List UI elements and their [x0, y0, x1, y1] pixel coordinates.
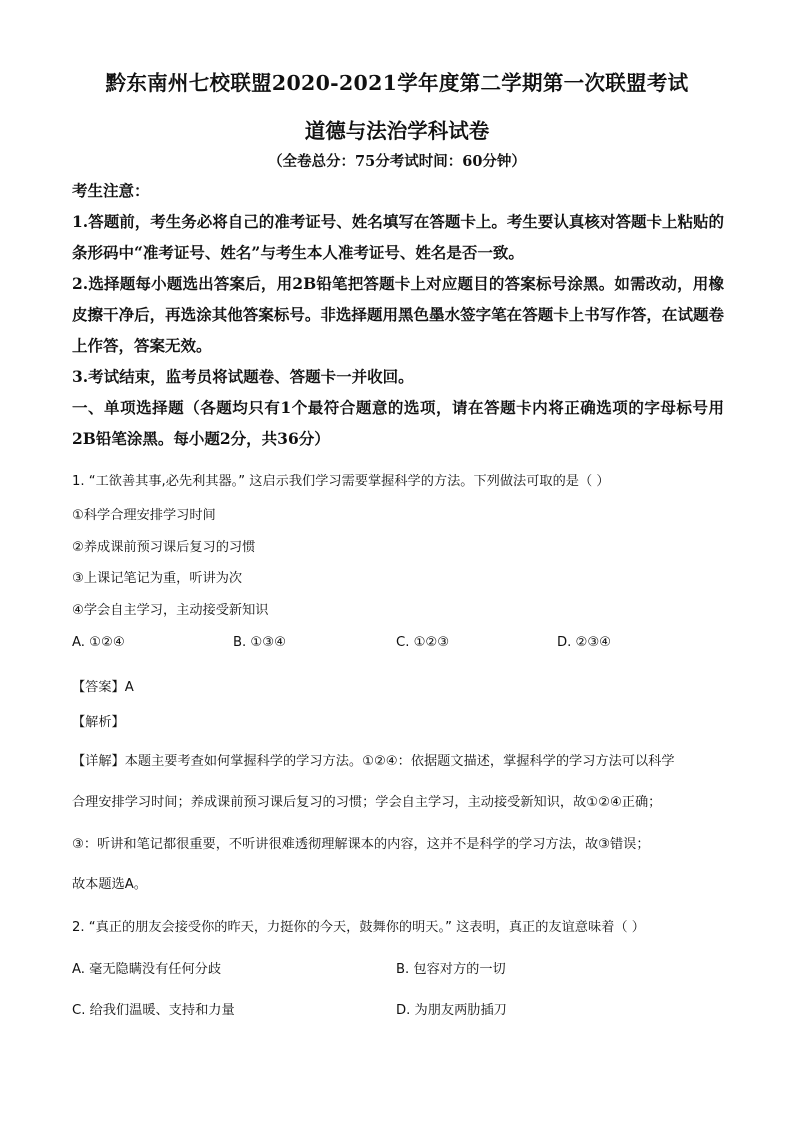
notice-heading: 考生注意：	[72, 181, 150, 200]
question-1-statement-4: ④学会自主学习，主动接受新知识	[72, 603, 269, 618]
question-1-option-b: B. ①③④	[233, 635, 286, 650]
question-2-option-b: B. 包容对方的一切	[396, 962, 506, 977]
question-1-detail-line-4: 故本题选A。	[72, 877, 147, 892]
notice-item-2: 2.选择题每小题选出答案后，用2B铅笔把答题卡上对应题目的答案标号涂黑。如需改动，用橡皮擦干净后，再选涂其他答案标号。非选择题用黑色墨水签字笔在答题卡上书写作答，在试题卷上作答，答案无效。	[72, 274, 724, 355]
notice-item-3: 3.考试结束，监考员将试题卷、答题卡一并收回。	[72, 367, 414, 386]
notice-block	[72, 175, 724, 454]
question-1-detail-line-3: ③：听讲和笔记都很重要，不听讲很难透彻理解课本的内容，这并不是科学的学习方法，故③错误；	[72, 837, 650, 852]
question-1-option-c: C. ①②③	[396, 635, 450, 650]
question-1-statement-2: ②养成课前预习课后复习的习惯	[72, 540, 256, 555]
question-2-option-d: D. 为朋友两肋插刀	[396, 1003, 507, 1018]
question-2-option-c: C. 给我们温暖、支持和力量	[72, 1003, 235, 1018]
subject-title: 道德与法治学科试卷	[304, 119, 490, 143]
exam-title: 黔东南州七校联盟2020-2021学年度第二学期第一次联盟考试	[105, 71, 689, 95]
question-1-analysis-label: 【解析】	[72, 715, 125, 730]
exam-score-time: （全卷总分：75分考试时间：60分钟）	[268, 153, 526, 170]
question-1-detail-line-1: 【详解】本题主要考查如何掌握科学的学习方法。①②④：依据题文描述，掌握科学的学习方法可以科学	[72, 754, 675, 769]
question-1-answer: 【答案】A	[72, 680, 134, 695]
question-2-stem: 2. “真正的朋友会接受你的昨天，力挺你的今天，鼓舞你的明天。” 这表明，真正的友谊意味着（ ）	[72, 920, 645, 935]
question-1-option-a: A. ①②④	[72, 635, 125, 650]
question-1-option-d: D. ②③④	[557, 635, 612, 650]
question-1-statement-3: ③上课记笔记为重，听讲为次	[72, 571, 243, 586]
question-1-statement-1: ①科学合理安排学习时间	[72, 508, 216, 523]
section-heading: 一、单项选择题（各题均只有1个最符合题意的选项，请在答题卡内将正确选项的字母标号用2B铅笔涂黑。每小题2分，共36分）	[72, 398, 724, 448]
question-1-stem: 1. “工欲善其事,必先利其器。” 这启示我们学习需要掌握科学的方法。下列做法可取的是（ ）	[72, 474, 610, 489]
question-2-option-a: A. 毫无隐瞒没有任何分歧	[72, 962, 222, 977]
question-1-detail-line-2: 合理安排学习时间；养成课前预习课后复习的习惯；学会自主学习，主动接受新知识，故①②④正确；	[72, 795, 662, 810]
notice-item-1: 1.答题前，考生务必将自己的准考证号、姓名填写在答题卡上。考生要认真核对答题卡上粘贴的条形码中“准考证号、姓名”与考生本人准考证号、姓名是否一致。	[72, 212, 724, 262]
